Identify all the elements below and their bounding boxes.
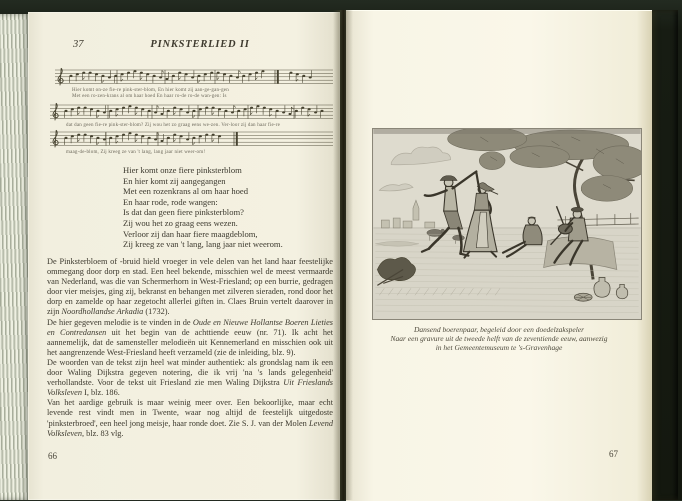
paragraph: De Pinksterbloem of -bruid hield vroeger in vele delen van het land haar feestelijke ommegang door dorp en stad. Een heel bekende, misschien wel de meest vermaarde van Nederland, was die van Schermerhorn in West-Friesland; op een burrie, gedragen door vier meisjes, ging zij, bekranst en behangen met zilveren sieraden, rond door het dorp en zamelde op haar zegetocht allerlei giften in. Claes Bruin vertelt daarover in zijn Noordhollandse Arkadia (1732). [47, 257, 333, 317]
music-lyrics-line-4: maag-de-blom, Zij kreeg ze van 't lang, lang jaar niet weer-om! [66, 150, 206, 155]
page-title: PINKSTERLIED II [150, 39, 250, 50]
music-lyrics-line-1: Hier komt on-ze fie-re pink-ster-blom, En hier komt zij aan-ge-gan-gen [72, 88, 229, 93]
poem-line: Hier komt onze fiere pinksterblom [123, 165, 242, 175]
music-lyrics-line-3: dat dan geen fie-re pink-ster-blom? Zij wou het zo graag eens we-zen. Ver-loor zij dan haar fie-re [66, 123, 281, 128]
music-staff-2 [48, 102, 335, 122]
body-text [47, 257, 333, 439]
music-lyrics-line-2: Met een ro-zen-krans al om haar hoed En haar ro-de ro-de wan-gen: Is [72, 94, 227, 99]
poem-line: Is dat dan geen fiere pinksterblom? [123, 207, 244, 218]
poem-line: En hier komt zij aangegangen [123, 175, 226, 186]
gutter-shadow [333, 10, 353, 500]
poem-line: Verloor zij dan haar fiere maagdeblom, [123, 228, 258, 239]
engraving-illustration [372, 128, 642, 320]
right-fore-edge-pages [650, 10, 678, 500]
right-page [346, 10, 652, 501]
poem-line: Zij wou het zo graag eens wezen. [123, 217, 238, 228]
caption-line: Dansend boerenpaar, begeleid door een doedelzakspeler [413, 325, 585, 334]
caption-line: in het Gemeentemuseum te 's-Gravenhage [435, 343, 563, 353]
paragraph: De woorden van de tekst zijn heel wat minder authentiek: als grondslag nam ik een door Waling Dijkstra gegeven notering, die ik vrij 'na 's lands gelegenheid' verhollandste. Voor de tekst uit Friesland zie men Waling Dijkstra Uit Frieslands Volksleven I, blz. 186. [47, 357, 333, 398]
poem-line: Zij kreeg ze van 't lang, lang jaar niet weerom. [123, 239, 283, 250]
poem-line: En haar rode, rode wangen: [123, 196, 218, 207]
music-staff-1 [53, 67, 335, 87]
paragraph: De hier gegeven melodie is te vinden in de Oude en Nieuwe Hollantse Boeren Lieties en Contredansen uit het begin van de achttiende eeuw (nr. 71). Ik acht het aannemelijk, dat de samensteller melodieën uit Kennemerland en misschien ook uit het aangrenzende West-Friesland heeft verzameld (zie de inleiding, blz. 9). [47, 317, 334, 357]
paragraph: Van het aardige gebruik is maar weinig meer over. Een bekoorlijke, maar echt levende rest vindt men in Twente, waar nog altijd de feestelijk uitgedoste 'pinksterbroed', een heel jong meisje, haar ronde doet. Zie S. J. van der Molen Levend Volksleven, blz. 83 vlg. [47, 398, 333, 438]
caption-line: Naar een gravure uit de tweede helft van de zeventiende eeuw, aanwezig [390, 334, 608, 344]
left-fore-edge-pages [0, 14, 30, 500]
song-number: 37 [73, 39, 84, 50]
left-page [28, 12, 340, 500]
page-number-right: 67 [609, 449, 618, 459]
page-number-left: 66 [48, 451, 57, 461]
illustration-caption [360, 325, 638, 353]
poem-line: Met een rozenkrans al om haar hoed [123, 186, 249, 197]
poem [123, 165, 283, 250]
music-staff-3 [48, 129, 335, 149]
